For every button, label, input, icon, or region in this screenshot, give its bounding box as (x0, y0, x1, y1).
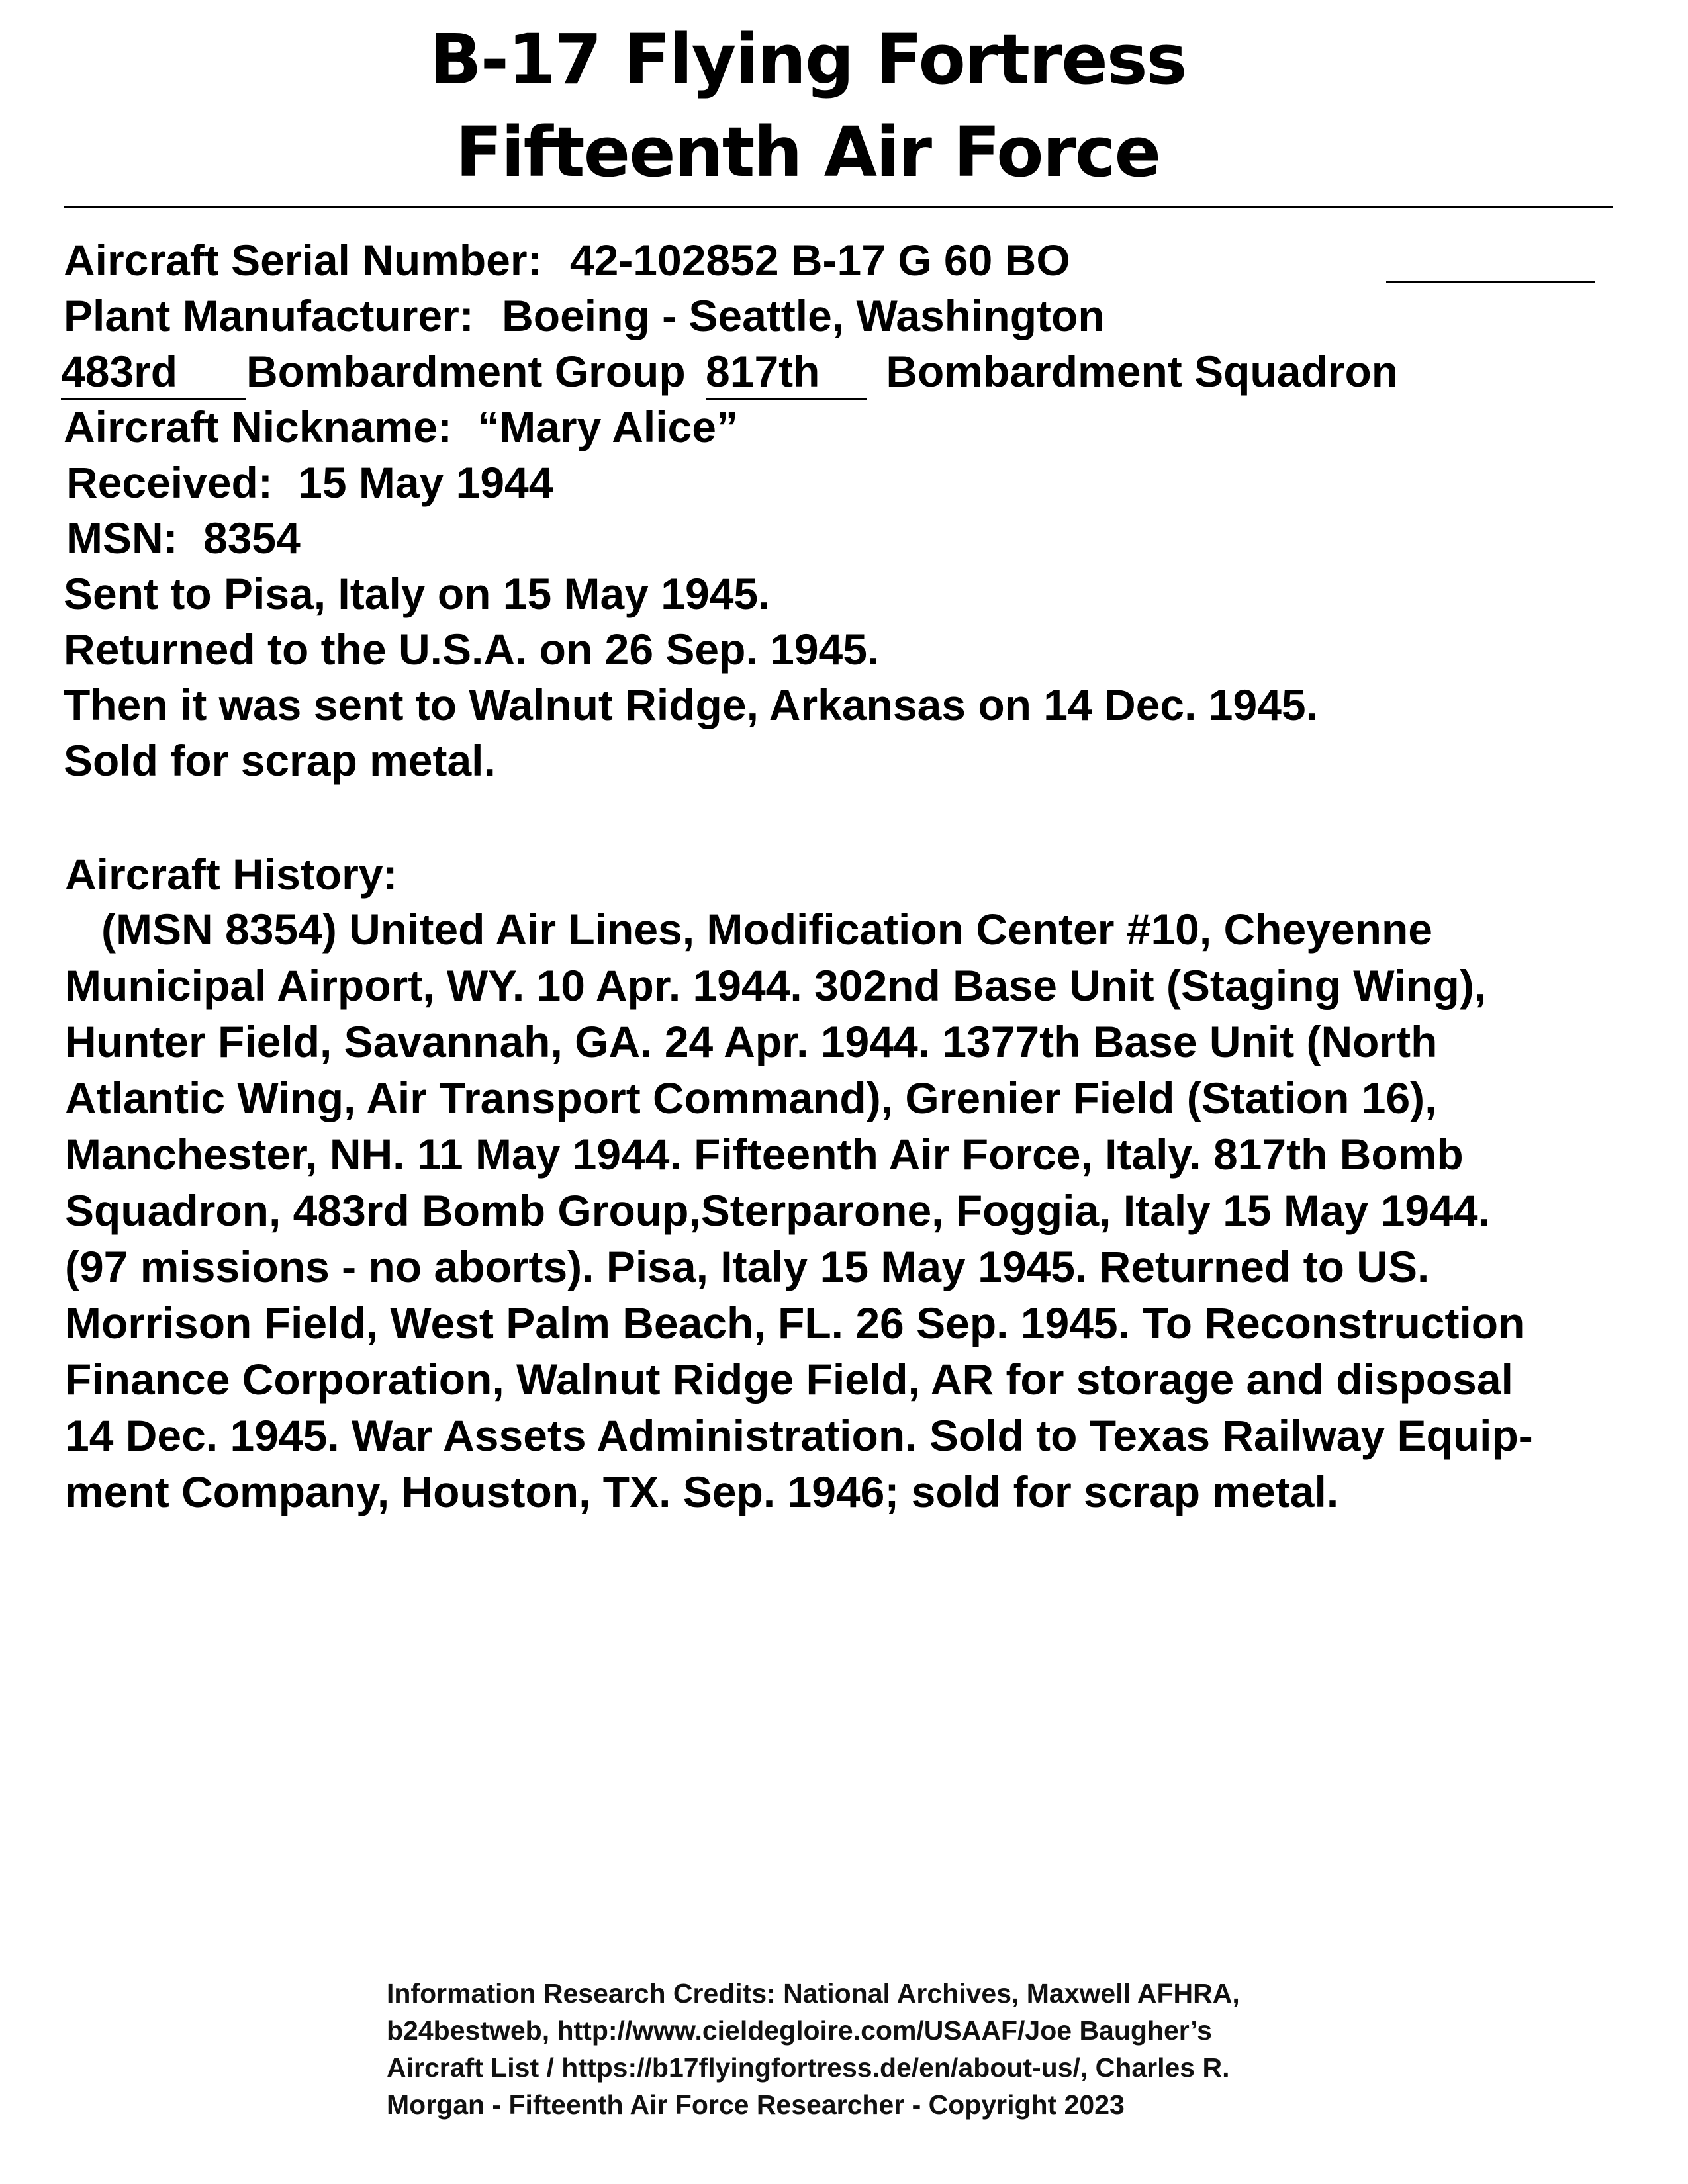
credits-line: Aircraft List / https://b17flyingfortress.de/en/about-us/, Charles R. (387, 2052, 1230, 2083)
history-line: (MSN 8354) United Air Lines, Modification Center #10, Cheyenne (65, 905, 1432, 954)
history-line: Atlantic Wing, Air Transport Command), Grenier Field (Station 16), (65, 1073, 1437, 1122)
history-heading: Aircraft History: (65, 850, 398, 899)
squadron-value: 817th (706, 345, 867, 400)
msn-label: MSN: (66, 514, 178, 563)
serial-number-value: 42-102852 B-17 G 60 BO (569, 236, 1070, 285)
header-divider (64, 206, 1613, 208)
unit-line (61, 343, 1398, 400)
nickname-line (64, 398, 738, 455)
history-line: Finance Corporation, Walnut Ridge Field, AR for storage and disposal (65, 1355, 1513, 1404)
history-line: Manchester, NH. 11 May 1944. Fifteenth Air Force, Italy. 817th Bomb (65, 1130, 1464, 1179)
history-line: ment Company, Houston, TX. Sep. 1946; sold for scrap metal. (65, 1467, 1339, 1516)
received-value: 15 May 1944 (298, 458, 553, 507)
history-line: Municipal Airport, WY. 10 Apr. 1944. 302nd Base Unit (Staging Wing), (65, 961, 1487, 1010)
group-value: 483rd (61, 345, 246, 400)
manufacturer-line (64, 287, 1105, 344)
serial-number-label: Aircraft Serial Number: (64, 236, 542, 285)
note-line: Then it was sent to Walnut Ridge, Arkansas on 14 Dec. 1945. (64, 680, 1318, 729)
history-line: Morrison Field, West Palm Beach, FL. 26 Sep. 1945. To Reconstruction (65, 1298, 1525, 1347)
msn-line (66, 510, 301, 567)
nickname-value: “Mary Alice” (477, 402, 738, 451)
history-line: Squadron, 483rd Bomb Group,Sterparone, Foggia, Italy 15 May 1944. (65, 1186, 1490, 1235)
serial-blank-line (1386, 281, 1595, 283)
credits-line: Information Research Credits: National Archives, Maxwell AFHRA, (387, 1978, 1240, 2009)
msn-value: 8354 (203, 514, 301, 563)
received-line (66, 454, 553, 511)
credits-line: b24bestweb, http://www.cieldegloire.com/USAAF/Joe Baugher’s (387, 2015, 1212, 2046)
research-credits (387, 1975, 1380, 2123)
history-paragraph (65, 901, 1667, 1520)
manufacturer-value: Boeing - Seattle, Washington (502, 291, 1105, 340)
manufacturer-label: Plant Manufacturer: (64, 291, 474, 340)
note-line: Returned to the U.S.A. on 26 Sep. 1945. (64, 625, 880, 674)
history-line: Hunter Field, Savannah, GA. 24 Apr. 1944. 1377th Base Unit (North (65, 1017, 1438, 1066)
history-line: 14 Dec. 1945. War Assets Administration. Sold to Texas Railway Equip- (65, 1411, 1533, 1460)
credits-line: Morgan - Fifteenth Air Force Researcher - Copyright 2023 (387, 2089, 1125, 2120)
note-line: Sent to Pisa, Italy on 15 May 1945. (64, 569, 771, 618)
page-title: B-17 Flying Fortress (429, 19, 1186, 100)
serial-number-line (64, 232, 1070, 289)
nickname-label: Aircraft Nickname: (64, 402, 452, 451)
squadron-label: Bombardment Squadron (886, 347, 1399, 396)
history-line: (97 missions - no aborts). Pisa, Italy 15 May 1945. Returned to US. (65, 1242, 1430, 1291)
received-label: Received: (66, 458, 273, 507)
group-label: Bombardment Group (246, 347, 686, 396)
page-subtitle: Fifteenth Air Force (455, 112, 1160, 193)
note-line: Sold for scrap metal. (64, 736, 496, 785)
